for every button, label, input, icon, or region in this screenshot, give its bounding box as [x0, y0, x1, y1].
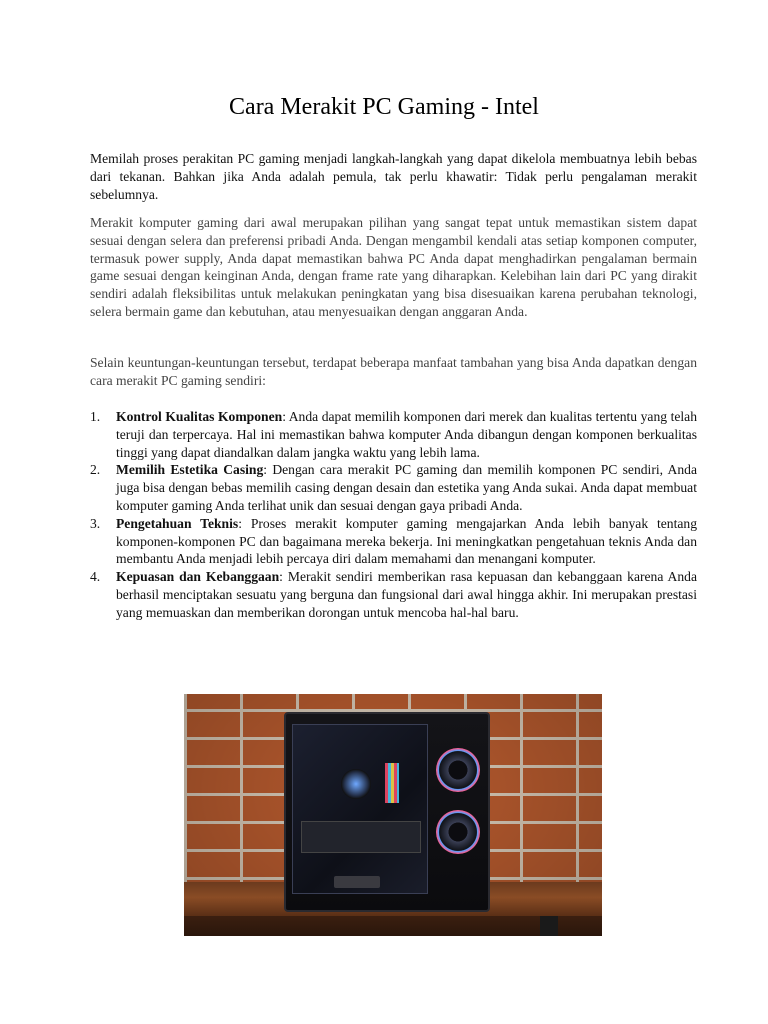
- rgb-fan: [436, 748, 480, 792]
- rgb-fan: [436, 810, 480, 854]
- graphics-card: [301, 821, 421, 853]
- list-item: [90, 461, 697, 514]
- pc-case: [284, 712, 490, 912]
- intro-paragraph: Memilah proses perakitan PC gaming menjadi langkah-langkah yang dapat dikelola membuatnya lebih bebas dari tekanan. Bahkan jika Anda adalah pemula, tak perlu khawatir: Tidak perlu pengalaman merakit sebelumnya.: [90, 151, 697, 202]
- page-title: Cara Merakit PC Gaming - Intel: [229, 94, 539, 120]
- list-item-title: Memilih Estetika Casing: [116, 462, 264, 478]
- list-item: [90, 568, 697, 621]
- list-item-text: : Dengan cara merakit PC gaming dan memilih komponen PC sendiri, Anda juga bisa dengan bebas memilih casing dengan desain dan estetika yang Anda sukai. Anda dapat membuat komputer gaming Anda terlihat unik dan sesuai dengan gaya pribadi Anda.: [116, 462, 697, 513]
- benefits-list: [90, 408, 697, 622]
- list-number: 1.: [90, 409, 101, 424]
- list-number: 3.: [90, 515, 101, 531]
- list-item-title: Kontrol Kualitas Komponen: [116, 409, 283, 424]
- benefits-intro-paragraph: Selain keuntungan-keuntungan tersebut, terdapat beberapa manfaat tambahan yang bisa Anda dapatkan dengan cara merakit PC gaming sendiri:: [90, 355, 697, 388]
- list-number: 2.: [90, 462, 101, 478]
- io-panel: [334, 876, 380, 888]
- table-leg: [540, 916, 558, 936]
- list-item-text: : Proses merakit komputer gaming mengajarkan Anda lebih banyak tentang komponen-komponen PC dan bagaimana mereka bekerja. Ini meningkatkan pengetahuan teknis Anda dan membantu Anda menjadi lebih percaya diri dalam memahami dan menangani komputer.: [116, 515, 697, 567]
- glass-panel: [292, 724, 428, 894]
- list-item: [90, 515, 697, 568]
- gaming-pc-photo: [184, 694, 602, 936]
- list-number: 4.: [90, 569, 101, 585]
- body-paragraph: Merakit komputer gaming dari awal merupakan pilihan yang sangat tepat untuk memastikan sistem dapat sesuai dengan selera dan preferensi pribadi Anda. Dengan mengambil kendali atas setiap komponen computer, termasuk power supply, Anda dapat memastikan bahwa PC Anda dapat menghadirkan pengalaman bermain game sesuai dengan keinginan Anda, dengan frame rate yang diharapkan. Kelebihan lain dari PC yang dirakit sendiri adalah fleksibilitas untuk melakukan peningkatan yang bisa disesuaikan karena perubahan teknologi, selera bermain game dan kebutuhan, atau menyesuaikan dengan anggaran Anda.: [90, 215, 697, 319]
- list-item-text: : Merakit sendiri memberikan rasa kepuasan dan kebanggaan karena Anda berhasil menciptakan sesuatu yang berguna dan fungsional dari awal hingga akhir. Ini merupakan prestasi yang memuaskan dan memberikan dorongan untuk mencoba hal-hal baru.: [116, 569, 697, 620]
- list-item-title: Kepuasan dan Kebanggaan: [116, 569, 280, 585]
- list-item-title: Pengetahuan Teknis: [116, 515, 239, 531]
- list-item: [90, 408, 697, 461]
- list-item-text: : Anda dapat memilih komponen dari merek dan kualitas tertentu yang telah teruji dan terpercaya. Hal ini memastikan bahwa komputer Anda dibangun dengan komponen berkualitas tinggi yang dapat diandalkan dalam jangka waktu yang lebih lama.: [116, 409, 697, 460]
- rgb-ram: [385, 763, 399, 803]
- cpu-cooler: [341, 769, 371, 799]
